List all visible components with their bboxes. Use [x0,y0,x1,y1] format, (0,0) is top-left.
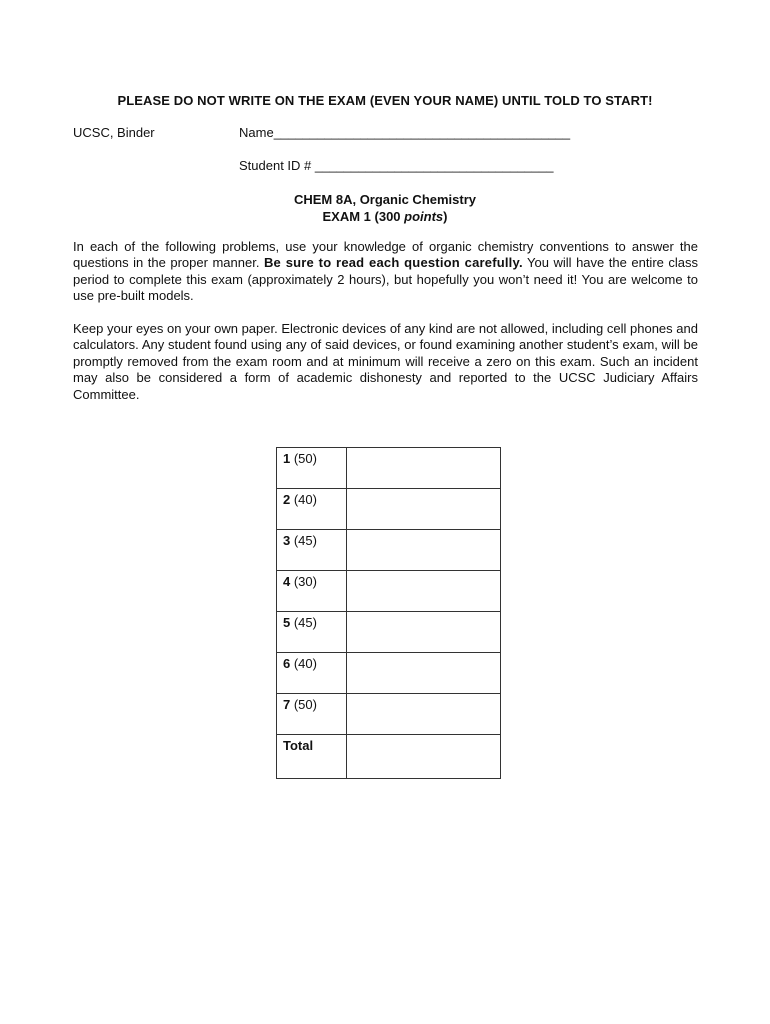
instructions-emphasis: Be sure to read each question carefully. [263,255,523,271]
score-table [276,447,501,779]
question-points: (30) [290,574,317,589]
instructions-paragraph [73,239,698,305]
instructions-text-end: You will have the entire class period to complete this exam (approximately 2 hours), but hopefully you won’t need it! You are welcome to use pre-built models. [73,255,699,304]
score-cell [347,489,501,530]
question-cell [277,653,347,694]
start-warning: PLEASE DO NOT WRITE ON THE EXAM (EVEN YOUR NAME) UNTIL TOLD TO START! [117,93,653,108]
score-row [277,694,501,735]
question-points: (45) [290,615,317,630]
question-cell [277,530,347,571]
score-row [277,612,501,653]
student-id-label: Student ID # [239,158,315,173]
question-number: 6 [283,656,291,671]
total-label-cell [277,735,347,779]
instructions-text-start: In each of the following problems, use your knowledge of organic chemistry conventions to answer the questions in the proper manner. [73,239,698,271]
total-row [277,735,501,779]
question-cell [277,571,347,612]
score-cell [347,448,501,489]
score-cell [347,571,501,612]
score-cell [347,694,501,735]
question-cell [277,489,347,530]
question-number: 7 [283,697,291,712]
score-cell [347,612,501,653]
course-title: CHEM 8A, Organic Chemistry [293,192,477,207]
student-id-blank-line: _________________________________ [314,158,554,173]
score-cell [347,653,501,694]
name-field [239,125,570,140]
question-cell [277,612,347,653]
exam-points-word: points [404,209,444,224]
question-number: 1 [283,451,291,466]
name-blank-line: _________________________________________ [273,125,571,140]
question-number: 2 [283,492,291,507]
score-row [277,571,501,612]
score-row [277,489,501,530]
total-score-cell [347,735,501,779]
exam-title [0,191,770,225]
question-cell [277,448,347,489]
score-cell [347,530,501,571]
question-number: 3 [283,533,291,548]
student-id-field [239,158,553,173]
conduct-paragraph: Keep your eyes on your own paper. Electronic devices of any kind are not allowed, including cell phones and calculators. Any student found using any of said devices, or found examining another student’s exam, will be promptly removed from the exam room and at minimum will receive a zero on this exam. Such an incident may also be considered a form of academic dishonesty and reported to the UCSC Judiciary Affairs Committee. [73,321,698,402]
exam-subtitle-prefix: EXAM 1 (300 [322,209,405,224]
question-points: (40) [290,656,317,671]
name-label: Name [239,125,274,140]
question-points: (40) [290,492,317,507]
question-number: 4 [283,574,291,589]
question-number: 5 [283,615,291,630]
score-row [277,653,501,694]
question-cell [277,694,347,735]
question-points: (50) [290,451,317,466]
score-row [277,530,501,571]
exam-subtitle [0,208,770,225]
question-points: (50) [290,697,317,712]
total-label: Total [283,738,314,753]
course-instructor: UCSC, Binder [73,125,155,140]
question-points: (45) [290,533,317,548]
score-row [277,448,501,489]
exam-subtitle-suffix: ) [443,209,448,224]
